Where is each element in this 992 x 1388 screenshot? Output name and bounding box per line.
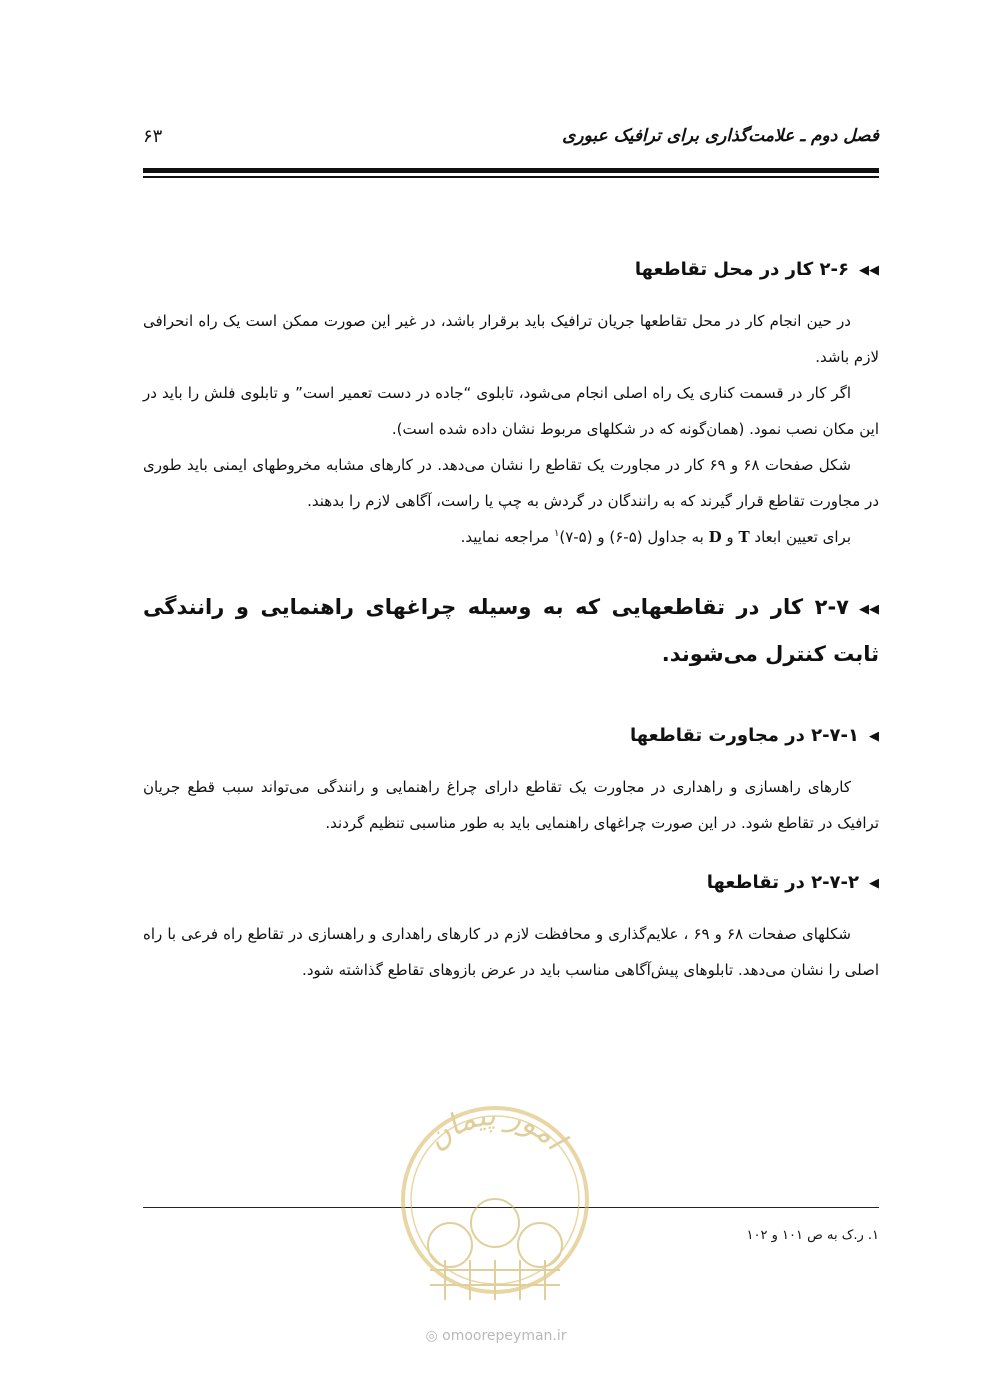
watermark-url xyxy=(0,1328,992,1344)
section-heading-text: ۲-۶ کار در محل تقاطعها xyxy=(634,259,849,280)
subsection-heading-text: ۲-۷-۱ در مجاورت تقاطعها xyxy=(629,725,859,746)
subsection-heading-text: ۲-۷-۲ در تقاطعها xyxy=(706,872,859,893)
footnote: ۱. ر.ک به ص ۱۰۱ و ۱۰۲ xyxy=(746,1228,879,1243)
paragraph: در حین انجام کار در محل تقاطعها جریان ترافیک باید برقرار باشد، در غیر این صورت ممکن است یک راه انحرافی لازم باشد. xyxy=(143,312,879,366)
header-rule-thin xyxy=(143,176,879,178)
paragraph: کارهای راهسازی و راهداری در مجاورت یک تقاطع دارای چراغ راهنمایی و رانندگی می‌تواند سبب قطع جریان ترافیک در تقاطع شود. در این صورت چراغهای راهنمایی باید به طور مناسبی تنظیم گردند. xyxy=(143,778,879,832)
paragraph: اگر کار در قسمت کناری یک راه اصلی انجام می‌شود، تابلوی “جاده در دست تعمیر است” و تابلوی فلش را باید در این مکان نصب نمود. (همان‌گونه که در شکلهای مربوط نشان داده شده است). xyxy=(143,384,879,438)
footnote-reference: ۱ xyxy=(553,528,560,539)
letter-t: T xyxy=(738,528,750,546)
paragraph-dimensions-reference xyxy=(143,519,879,555)
running-header xyxy=(143,126,879,156)
chapter-title: فصل دوم ـ علامت‌گذاری برای ترافیک عبوری xyxy=(562,126,879,146)
watermark-url-text: omoorepeyman.ir xyxy=(442,1328,567,1344)
text-run: برای تعیین ابعاد xyxy=(754,528,851,546)
globe-icon: ◎ xyxy=(425,1328,438,1344)
text-run: مراجعه نمایید. xyxy=(460,528,550,546)
section-heading-2-7 xyxy=(143,585,879,676)
section-heading-2-6 xyxy=(143,250,879,291)
main-content xyxy=(143,250,879,988)
subsection-heading-2-7-1 xyxy=(143,716,879,757)
letter-d: D xyxy=(708,528,722,546)
page-number: ۶۳ xyxy=(143,126,163,147)
arrow-icon: ◀ xyxy=(869,876,879,891)
paragraph: شکلهای صفحات ۶۸ و ۶۹ ، علایم‌گذاری و محافظت لازم در کارهای راهداری و راهسازی در تقاطع راه فرعی با راه اصلی را نشان می‌دهد. تابلوهای پیش‌آگاهی مناسب باید در عرض بازوهای تقاطع گذاشته شود. xyxy=(143,925,879,979)
text-run: و xyxy=(726,528,734,546)
watermark-logo xyxy=(390,1095,600,1315)
subsection-heading-2-7-2 xyxy=(143,863,879,904)
paragraph: شکل صفحات ۶۸ و ۶۹ کار در مجاورت یک تقاطع را نشان می‌دهد. در کارهای مشابه مخروطهای ایمنی باید طوری در مجاورت تقاطع قرار گیرند که به رانندگان در گردش به چپ یا راست، آگاهی لازم را بدهند. xyxy=(143,456,879,510)
double-arrow-icon: ◀◀ xyxy=(859,602,879,617)
double-arrow-icon: ◀◀ xyxy=(859,263,879,278)
arrow-icon: ◀ xyxy=(869,729,879,744)
watermark-logo-text: امور پیمان xyxy=(419,1097,572,1157)
header-rule-thick xyxy=(143,168,879,173)
text-run: به جداول (۵-۶) و (۵-۷) xyxy=(559,528,704,546)
section-heading-text: ۲-۷ کار در تقاطعهایی که به وسیله چراغهای راهنمایی و رانندگی ثابت کنترل می‌شوند. xyxy=(143,595,879,666)
